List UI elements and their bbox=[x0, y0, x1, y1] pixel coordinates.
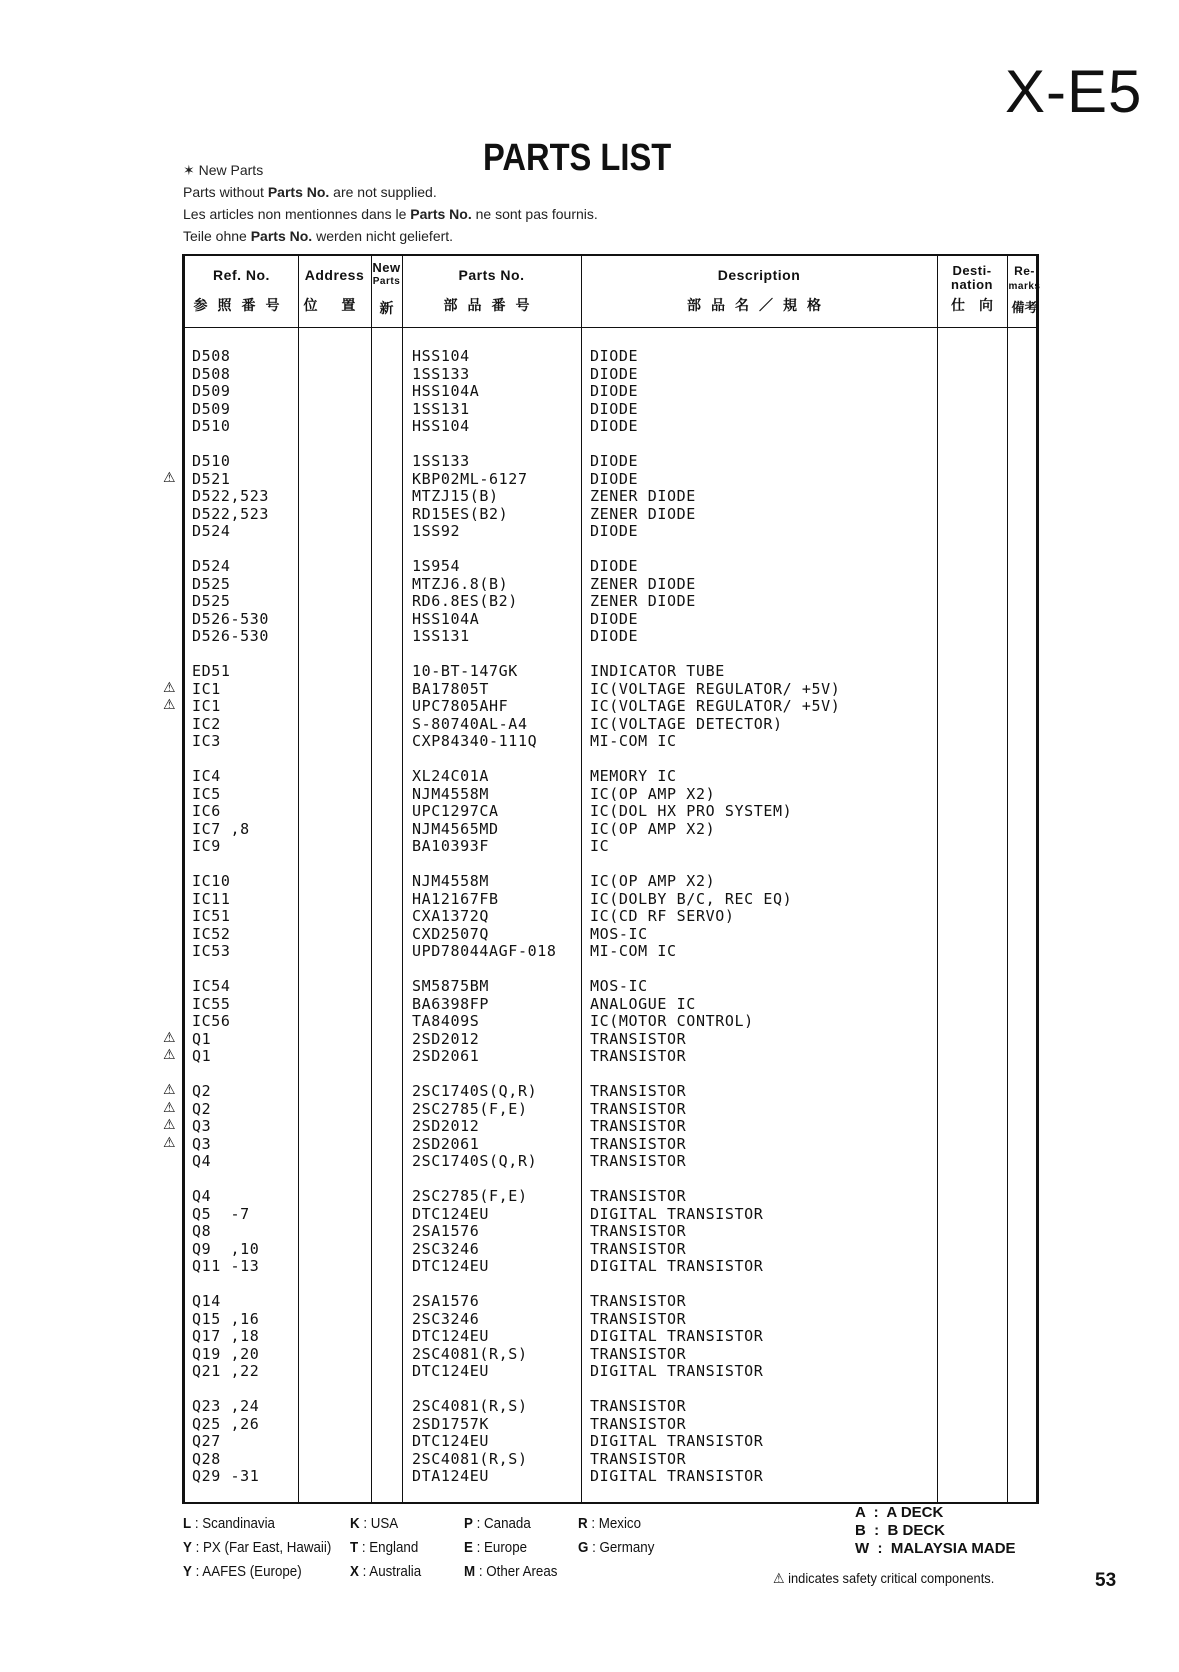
ref-no-cell: Q14 bbox=[192, 1292, 221, 1310]
ref-no-cell: Q23 ,24 bbox=[192, 1397, 260, 1415]
parts-no-cell: DTC124EU bbox=[412, 1327, 490, 1345]
parts-no-cell: 2SC4081(R,S) bbox=[412, 1397, 528, 1415]
description-cell: DIODE bbox=[590, 347, 639, 365]
parts-no-cell: SM5875BM bbox=[412, 977, 490, 995]
description-cell: TRANSISTOR bbox=[590, 1117, 687, 1135]
parts-no-cell: MTZJ15(B) bbox=[412, 487, 499, 505]
parts-no-cell: CXA1372Q bbox=[412, 907, 490, 925]
description-cell: DIGITAL TRANSISTOR bbox=[590, 1257, 764, 1275]
parts-no-cell: TA8409S bbox=[412, 1012, 480, 1030]
parts-no-cell: HSS104 bbox=[412, 347, 470, 365]
safety-warning-icon: ⚠ bbox=[163, 1098, 176, 1115]
description-cell: ZENER DIODE bbox=[590, 592, 696, 610]
ref-no-cell: D524 bbox=[192, 557, 231, 575]
ref-no-cell: D526-530 bbox=[192, 609, 270, 628]
parts-no-cell: 2SC3246 bbox=[412, 1309, 480, 1328]
parts-no-cell: RD6.8ES(B2) bbox=[412, 592, 518, 610]
description-cell: IC(OP AMP X2) bbox=[590, 784, 716, 803]
safety-warning-icon: ⚠ bbox=[163, 1081, 176, 1097]
ref-no-cell: Q19 ,20 bbox=[192, 1344, 260, 1363]
parts-no-cell: NJM4565MD bbox=[412, 819, 499, 838]
col-divider bbox=[371, 256, 372, 1502]
description-cell: ZENER DIODE bbox=[590, 574, 696, 593]
parts-no-cell: 2SD2012 bbox=[412, 1117, 480, 1135]
ref-no-cell: Q17 ,18 bbox=[192, 1327, 260, 1345]
parts-no-cell: CXD2507Q bbox=[412, 924, 490, 943]
col-divider bbox=[1007, 256, 1008, 1502]
parts-no-cell: HSS104 bbox=[412, 417, 470, 435]
ref-no-cell: Q2 bbox=[192, 1082, 212, 1100]
parts-no-cell: 2SC2785(F,E) bbox=[412, 1099, 528, 1118]
header-destination: Desti- nation 仕 向 bbox=[951, 263, 993, 313]
description-cell: DIGITAL TRANSISTOR bbox=[590, 1432, 764, 1450]
ref-no-cell: IC9 bbox=[192, 837, 221, 855]
ref-no-cell: Q27 bbox=[192, 1432, 221, 1450]
description-cell: ANALOGUE IC bbox=[590, 994, 696, 1013]
ref-no-cell: Q29 -31 bbox=[192, 1467, 260, 1485]
ref-no-cell: Q8 bbox=[192, 1222, 212, 1240]
legend-col-2: K : USA T : England X : Australia bbox=[350, 1516, 422, 1580]
parts-no-cell: 2SA1576 bbox=[412, 1222, 480, 1240]
ref-no-cell: Q4 bbox=[192, 1187, 212, 1205]
parts-no-cell: 10-BT-147GK bbox=[412, 662, 518, 680]
description-cell: DIODE bbox=[590, 627, 639, 645]
description-cell: DIGITAL TRANSISTOR bbox=[590, 1362, 764, 1380]
ref-no-cell: Q9 ,10 bbox=[192, 1239, 260, 1258]
parts-no-cell: BA17805T bbox=[412, 679, 490, 698]
ref-no-cell: IC52 bbox=[192, 924, 231, 943]
description-cell: DIODE bbox=[590, 417, 639, 435]
description-cell: IC(VOLTAGE REGULATOR/ +5V) bbox=[590, 679, 841, 698]
ref-no-cell: Q3 bbox=[192, 1134, 212, 1153]
description-cell: TRANSISTOR bbox=[590, 1397, 687, 1415]
safety-warning-icon: ⚠ bbox=[163, 696, 176, 712]
parts-no-cell: RD15ES(B2) bbox=[412, 504, 509, 523]
description-cell: IC(VOLTAGE REGULATOR/ +5V) bbox=[590, 697, 841, 715]
ref-no-cell: IC11 bbox=[192, 889, 231, 908]
parts-no-cell: 2SC2785(F,E) bbox=[412, 1187, 528, 1205]
description-cell: DIODE bbox=[590, 382, 639, 400]
parts-no-cell: 2SC3246 bbox=[412, 1239, 480, 1258]
col-divider bbox=[402, 256, 403, 1502]
note-french: Les articles non mentionnes dans le Parts No. ne sont pas fournis. bbox=[183, 206, 598, 222]
description-cell: DIODE bbox=[590, 399, 639, 418]
parts-no-cell: NJM4558M bbox=[412, 872, 490, 890]
ref-no-cell: IC7 ,8 bbox=[192, 819, 250, 838]
ref-no-cell: IC1 bbox=[192, 679, 221, 698]
parts-no-cell: BA10393F bbox=[412, 837, 490, 855]
description-cell: TRANSISTOR bbox=[590, 1134, 687, 1153]
ref-no-cell: Q5 -7 bbox=[192, 1204, 250, 1223]
legend-col-4: R : Mexico G : Germany bbox=[578, 1516, 655, 1556]
description-cell: MEMORY IC bbox=[590, 767, 677, 785]
description-cell: MI-COM IC bbox=[590, 732, 677, 750]
parts-no-cell: 1SS131 bbox=[412, 627, 470, 645]
note-german: Teile ohne Parts No. werden nicht geliefert. bbox=[183, 228, 454, 244]
ref-no-cell: D521 bbox=[192, 469, 231, 488]
header-new-parts: New Parts 新 bbox=[372, 260, 401, 316]
parts-no-cell: MTZJ6.8(B) bbox=[412, 574, 509, 593]
parts-no-cell: UPC1297CA bbox=[412, 802, 499, 820]
page-number: 53 bbox=[1095, 1570, 1117, 1591]
ref-no-cell: Q4 bbox=[192, 1152, 212, 1170]
description-cell: TRANSISTOR bbox=[590, 1239, 687, 1258]
parts-no-cell: HSS104A bbox=[412, 609, 480, 628]
ref-no-cell: D509 bbox=[192, 382, 231, 400]
ref-no-cell: IC56 bbox=[192, 1012, 231, 1030]
ref-no-cell: IC5 bbox=[192, 784, 221, 803]
ref-no-cell: IC51 bbox=[192, 907, 231, 925]
legend-col-1: L : Scandinavia Y : PX (Far East, Hawaii) Y : AAFES (Europe) bbox=[183, 1516, 332, 1580]
warning-triangle-icon: ⚠ bbox=[773, 1570, 785, 1586]
legend-col-3: P : Canada E : Europe M : Other Areas bbox=[464, 1516, 558, 1580]
description-cell: IC(CD RF SERVO) bbox=[590, 907, 735, 925]
description-cell: IC(OP AMP X2) bbox=[590, 819, 716, 838]
ref-no-cell: IC55 bbox=[192, 994, 231, 1013]
safety-warning-icon: ⚠ bbox=[163, 678, 176, 695]
ref-no-cell: Q25 ,26 bbox=[192, 1414, 260, 1433]
parts-no-cell: 1S954 bbox=[412, 557, 461, 575]
header-divider bbox=[185, 327, 1036, 328]
model-name: X-E5 bbox=[1005, 58, 1143, 125]
parts-no-cell: 2SC4081(R,S) bbox=[412, 1449, 528, 1468]
description-cell: TRANSISTOR bbox=[590, 1099, 687, 1118]
parts-no-cell: 2SD2061 bbox=[412, 1134, 480, 1153]
safety-warning-icon: ⚠ bbox=[163, 468, 176, 485]
description-cell: TRANSISTOR bbox=[590, 1187, 687, 1205]
parts-no-cell: DTA124EU bbox=[412, 1467, 490, 1485]
page-title: PARTS LIST bbox=[483, 137, 672, 179]
ref-no-cell: D508 bbox=[192, 364, 231, 383]
ref-no-cell: D510 bbox=[192, 417, 231, 435]
description-cell: IC(MOTOR CONTROL) bbox=[590, 1012, 754, 1030]
parts-no-cell: XL24C01A bbox=[412, 767, 490, 785]
new-parts-note: ✶ New Parts bbox=[183, 162, 264, 178]
ref-no-cell: Q1 bbox=[192, 1047, 212, 1065]
parts-no-cell: UPC7805AHF bbox=[412, 697, 509, 715]
ref-no-cell: D525 bbox=[192, 592, 231, 610]
parts-no-cell: DTC124EU bbox=[412, 1257, 490, 1275]
description-cell: IC bbox=[590, 837, 610, 855]
parts-no-cell: 1SS133 bbox=[412, 452, 470, 470]
description-cell: DIGITAL TRANSISTOR bbox=[590, 1204, 764, 1223]
parts-no-cell: CXP84340-111Q bbox=[412, 732, 538, 750]
header-parts-no: Parts No. 部品番号 bbox=[443, 267, 540, 313]
parts-no-cell: UPD78044AGF-018 bbox=[412, 942, 557, 960]
parts-no-cell: 2SA1576 bbox=[412, 1292, 480, 1310]
header-ref-no: Ref. No. 参照番号 bbox=[193, 267, 290, 313]
parts-no-cell: HA12167FB bbox=[412, 889, 499, 908]
description-cell: MOS-IC bbox=[590, 924, 648, 943]
ref-no-cell: D525 bbox=[192, 574, 231, 593]
ref-no-cell: IC6 bbox=[192, 802, 221, 820]
parts-no-cell: 1SS131 bbox=[412, 399, 470, 418]
deck-legend: A : A DECK B : B DECK W : MALAYSIA MADE bbox=[855, 1504, 1016, 1557]
ref-no-cell: IC3 bbox=[192, 732, 221, 750]
parts-no-cell: 2SC1740S(Q,R) bbox=[412, 1082, 538, 1100]
safety-warning-icon: ⚠ bbox=[163, 1133, 176, 1150]
description-cell: TRANSISTOR bbox=[590, 1344, 687, 1363]
description-cell: IC(OP AMP X2) bbox=[590, 872, 716, 890]
description-cell: MI-COM IC bbox=[590, 942, 677, 960]
description-cell: TRANSISTOR bbox=[590, 1292, 687, 1310]
parts-no-cell: 2SD2012 bbox=[412, 1029, 480, 1048]
supply-notes bbox=[183, 159, 598, 247]
ref-no-cell: IC4 bbox=[192, 767, 221, 785]
header-description: Description 部品名／規格 bbox=[687, 267, 831, 313]
description-cell: TRANSISTOR bbox=[590, 1309, 687, 1328]
description-cell: ZENER DIODE bbox=[590, 487, 696, 505]
description-cell: ZENER DIODE bbox=[590, 504, 696, 523]
header-address: Address 位 置 bbox=[303, 267, 366, 313]
ref-no-cell: IC53 bbox=[192, 942, 231, 960]
header-remarks: Re- marks 備考 bbox=[1008, 264, 1041, 315]
safety-warning-icon: ⚠ bbox=[163, 1028, 176, 1045]
description-cell: TRANSISTOR bbox=[590, 1222, 687, 1240]
description-cell: TRANSISTOR bbox=[590, 1047, 687, 1065]
description-cell: INDICATOR TUBE bbox=[590, 662, 725, 680]
description-cell: IC(DOL HX PRO SYSTEM) bbox=[590, 802, 793, 820]
col-divider bbox=[581, 256, 582, 1502]
description-cell: TRANSISTOR bbox=[590, 1449, 687, 1468]
parts-no-cell: 2SC1740S(Q,R) bbox=[412, 1152, 538, 1170]
col-divider bbox=[298, 256, 299, 1502]
ref-no-cell: D522,523 bbox=[192, 504, 270, 523]
ref-no-cell: D526-530 bbox=[192, 627, 270, 645]
parts-no-cell: 2SC4081(R,S) bbox=[412, 1344, 528, 1363]
ref-no-cell: D508 bbox=[192, 347, 231, 365]
description-cell: TRANSISTOR bbox=[590, 1414, 687, 1433]
parts-no-cell: BA6398FP bbox=[412, 994, 490, 1013]
description-cell: TRANSISTOR bbox=[590, 1152, 687, 1170]
ref-no-cell: D524 bbox=[192, 522, 231, 540]
parts-no-cell: DTC124EU bbox=[412, 1432, 490, 1450]
ref-no-cell: IC2 bbox=[192, 714, 221, 733]
description-cell: DIODE bbox=[590, 609, 639, 628]
parts-no-cell: 1SS92 bbox=[412, 522, 461, 540]
ref-no-cell: Q21 ,22 bbox=[192, 1362, 260, 1380]
ref-no-cell: ED51 bbox=[192, 662, 231, 680]
description-cell: DIGITAL TRANSISTOR bbox=[590, 1467, 764, 1485]
ref-no-cell: IC54 bbox=[192, 977, 231, 995]
safety-warning-icon: ⚠ bbox=[163, 1046, 176, 1062]
ref-no-cell: D522,523 bbox=[192, 487, 270, 505]
description-cell: DIODE bbox=[590, 469, 639, 488]
description-cell: MOS-IC bbox=[590, 977, 648, 995]
parts-no-cell: NJM4558M bbox=[412, 784, 490, 803]
parts-no-cell: 1SS133 bbox=[412, 364, 470, 383]
parts-no-cell: 2SD1757K bbox=[412, 1414, 490, 1433]
description-cell: DIODE bbox=[590, 364, 639, 383]
ref-no-cell: Q15 ,16 bbox=[192, 1309, 260, 1328]
description-cell: TRANSISTOR bbox=[590, 1082, 687, 1100]
ref-no-cell: D509 bbox=[192, 399, 231, 418]
description-cell: IC(DOLBY B/C, REC EQ) bbox=[590, 889, 793, 908]
description-cell: IC(VOLTAGE DETECTOR) bbox=[590, 714, 783, 733]
note-english: Parts without Parts No. are not supplied. bbox=[183, 184, 437, 200]
ref-no-cell: IC10 bbox=[192, 872, 231, 890]
ref-no-cell: IC1 bbox=[192, 697, 221, 715]
safety-warning-icon: ⚠ bbox=[163, 1116, 176, 1132]
parts-no-cell: DTC124EU bbox=[412, 1204, 490, 1223]
description-cell: DIODE bbox=[590, 452, 639, 470]
description-cell: TRANSISTOR bbox=[590, 1029, 687, 1048]
parts-no-cell: DTC124EU bbox=[412, 1362, 490, 1380]
parts-no-cell: KBP02ML-6127 bbox=[412, 469, 528, 488]
ref-no-cell: Q2 bbox=[192, 1099, 212, 1118]
parts-no-cell: 2SD2061 bbox=[412, 1047, 480, 1065]
safety-note: ⚠ indicates safety critical components. bbox=[773, 1570, 995, 1586]
ref-no-cell: D510 bbox=[192, 452, 231, 470]
parts-no-cell: HSS104A bbox=[412, 382, 480, 400]
ref-no-cell: Q1 bbox=[192, 1029, 212, 1048]
ref-no-cell: Q11 -13 bbox=[192, 1257, 260, 1275]
parts-table bbox=[182, 254, 1039, 1504]
description-cell: DIGITAL TRANSISTOR bbox=[590, 1327, 764, 1345]
ref-no-cell: Q28 bbox=[192, 1449, 221, 1468]
description-cell: DIODE bbox=[590, 522, 639, 540]
parts-no-cell: S-80740AL-A4 bbox=[412, 714, 528, 733]
description-cell: DIODE bbox=[590, 557, 639, 575]
col-divider bbox=[937, 256, 938, 1502]
ref-no-cell: Q3 bbox=[192, 1117, 212, 1135]
